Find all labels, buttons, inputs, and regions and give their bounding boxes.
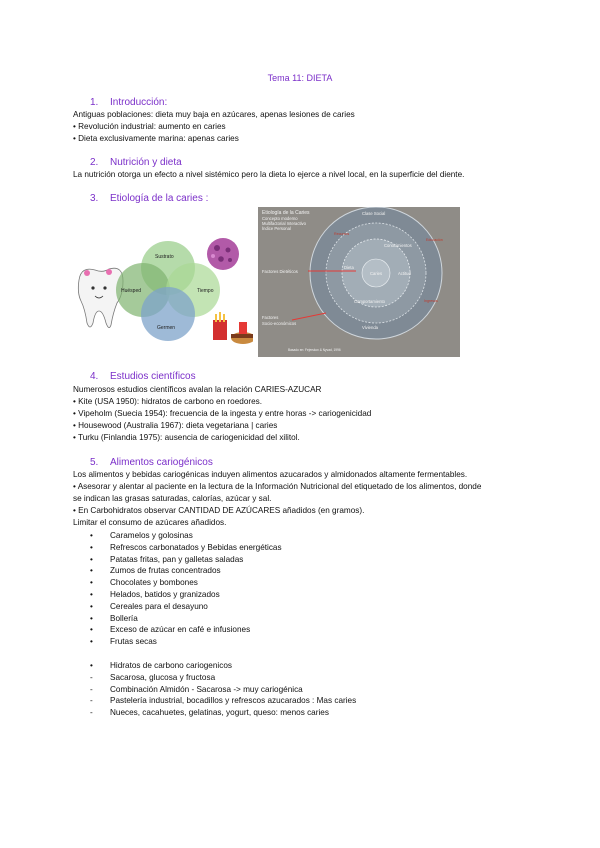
venn-label-tiempo: Tiempo — [197, 288, 214, 294]
heading-number: 5. — [90, 457, 99, 468]
ring-label: Conocimientos — [384, 243, 412, 248]
alimentos-line: • En Carbohidratos observar CANTIDAD DE AZÚCARES añadidos (en gramos). — [73, 506, 365, 515]
heading-text: Alimentos cariogénicos — [110, 457, 213, 468]
heading-number: 3. — [90, 193, 99, 204]
list-item: • Frutas secas — [90, 637, 157, 647]
bottom-left-label: Socio-económicos — [262, 321, 297, 326]
estudios-line: Numerosos estudios científicos avalan la relación CARIES-AZUCAR — [73, 385, 322, 394]
venn-label-huesped: Huésped — [121, 288, 142, 294]
bacteria-illustration — [207, 238, 239, 270]
list-item: - Nueces, cacahuetes, gelatinas, yogurt, queso: menos caries — [90, 708, 329, 718]
ring-label: Vivienda — [362, 325, 378, 330]
diagram-subtitle: Concepto moderno — [262, 216, 298, 221]
carbohydrate-list — [90, 660, 356, 719]
tooth-illustration — [78, 268, 123, 327]
diagram-title: Etiología de la Caries — [262, 210, 310, 216]
alimentos-line: se indican las grasas saturadas, calorías, azúcar y sal. — [73, 494, 272, 503]
left-label: Factores Dietéticos — [262, 269, 298, 274]
heading-text: Introducción: — [110, 97, 168, 108]
caries-venn-figure — [73, 228, 253, 358]
heading-number: 1. — [90, 97, 99, 108]
alimentos-line: • Asesorar y alentar al paciente en la lectura de la Información Nutricional del etiquetado de los alimentos, donde — [73, 482, 482, 491]
list-item: • Refrescos carbonatados y Bebidas energéticas — [90, 542, 282, 552]
heading-nutricion — [90, 157, 182, 168]
heading-text: Etiología de la caries : — [110, 193, 209, 204]
heading-number: 2. — [90, 157, 99, 168]
heading-etiologia — [90, 193, 208, 204]
intro-line: Antiguas poblaciones: dieta muy baja en azúcares, apenas lesiones de caries — [73, 110, 355, 119]
ring-label: Ingresos — [424, 299, 438, 303]
estudios-line: • Housewood (Australia 1967): dieta vegetariana | caries — [73, 421, 278, 430]
nutricion-line: La nutrición otorga un efecto a nivel sistémico pero la dieta lo ejerce a nivel local, en la superficie del diente. — [73, 170, 465, 179]
ring-label: Actitud — [398, 271, 411, 276]
diagram-subtitle: Multifactorial Interactivo — [262, 221, 306, 226]
venn-label-sustrato: Sustrato — [155, 254, 174, 260]
list-item: • Helados, batidos y granizados — [90, 589, 220, 599]
list-item: • Bollería — [90, 613, 138, 623]
ring-label: Educación — [426, 238, 443, 242]
page-title: Tema 11: DIETA — [267, 73, 333, 83]
list-item: • Caramelos y golosinas — [90, 531, 193, 540]
estudios-line: • Vipeholm (Suecia 1954): frecuencia de la ingesta y entre horas -> cariogenicidad — [73, 409, 372, 418]
estudios-line: • Turku (Finlandia 1975): ausencia de cariogenicidad del xilitol. — [73, 433, 300, 442]
venn-label-germen: Germen — [157, 325, 176, 331]
venn-circle-germen — [141, 287, 195, 341]
diagram-subtitle: Índice Personal — [262, 226, 291, 231]
alimentos-line: Limitar el consumo de azúcares añadidos. — [73, 518, 227, 527]
intro-line: • Dieta exclusivamente marina: apenas caries — [73, 134, 239, 143]
left-label-2: Dieta — [344, 265, 354, 270]
fast-food-illustration — [213, 312, 253, 344]
heading-alimentos — [90, 457, 213, 468]
ring-label: Recursos — [334, 232, 350, 236]
heading-text: Nutrición y dieta — [110, 157, 182, 168]
alimentos-line: Los alimentos y bebidas cariogénicas induyen alimentos azucarados y almidonados altamente fermentables. — [73, 470, 468, 479]
list-item: • Chocolates y bombones — [90, 578, 198, 588]
list-item: • Patatas fritas, pan y galletas saladas — [90, 554, 244, 564]
heading-introduccion — [90, 97, 167, 108]
list-item: • Hidratos de carbono cariogenicos — [90, 661, 232, 670]
diagram-center: Caries — [370, 271, 383, 276]
heading-text: Estudios científicos — [110, 371, 196, 382]
bottom-left-label: Factores — [262, 315, 279, 320]
list-item: • Cereales para el desayuno — [90, 601, 208, 611]
heading-number: 4. — [90, 371, 99, 382]
food-bullet-list — [90, 530, 282, 648]
list-item: - Pastelería industrial, bocadillos y refrescos azucarados : Mas caries — [90, 696, 357, 706]
intro-line: • Revolución industrial: aumento en caries — [73, 122, 226, 131]
list-item: • Exceso de azúcar en café e infusiones — [90, 625, 251, 635]
caries-etiology-diagram — [258, 207, 460, 357]
estudios-line: • Kite (USA 1950): hidratos de carbono en roedores. — [73, 397, 263, 406]
ring-label: Clase Social — [362, 211, 386, 216]
heading-estudios — [90, 371, 196, 382]
list-item: - Combinación Almidón - Sacarosa -> muy cariogénica — [90, 684, 303, 694]
list-item: • Zumos de frutas concentrados — [90, 566, 221, 576]
diagram-footer: Basado en: Fejerskov & Nyvad, 1996 — [288, 348, 341, 352]
list-item: - Sacarosa, glucosa y fructosa — [90, 672, 216, 682]
ring-label: Comportamiento — [354, 299, 385, 304]
